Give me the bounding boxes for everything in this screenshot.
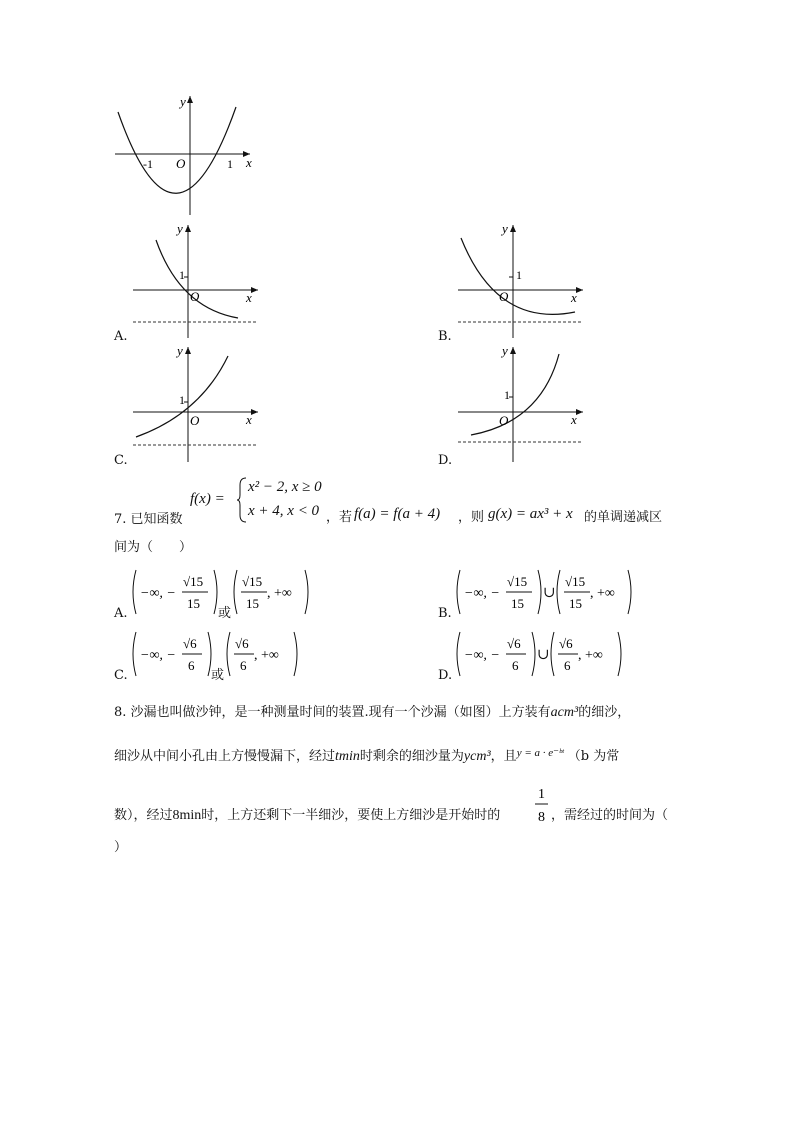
option-graph-d [453, 342, 593, 464]
q8-l2-text-a: 细沙从中间小孔由上方慢慢漏下，经过 [114, 749, 336, 764]
joiner: ∪ [537, 647, 550, 663]
denominator: 6 [512, 658, 519, 673]
option-label-c[interactable]: C. [114, 453, 128, 468]
denominator: 15 [246, 596, 259, 611]
fraction-denominator: 8 [538, 810, 545, 825]
q7-case-1: x² − 2, x ≥ 0 [248, 479, 322, 495]
right-interval [548, 630, 624, 678]
origin-label: O [190, 413, 200, 428]
neg-inf-text: −∞, − [140, 648, 176, 663]
pos-inf-text: , +∞ [578, 648, 603, 663]
q7-case-2: x + 4, x < 0 [248, 503, 320, 519]
origin-label: O [190, 289, 200, 304]
numerator: √15 [507, 574, 528, 589]
x-axis-label: x [246, 290, 252, 305]
option-letter: D. [438, 668, 453, 683]
open-paren [551, 632, 554, 676]
q7-option-d[interactable] [438, 630, 658, 683]
close-paren [628, 570, 631, 614]
q8-l3-text-a: 数），经过 [114, 808, 173, 823]
close-paren [532, 632, 535, 676]
joiner: ∪ [543, 585, 556, 601]
q8-l2-math-1: tmin [335, 749, 360, 764]
origin-label: O [499, 413, 509, 428]
option-letter: C. [114, 668, 128, 683]
denominator: 6 [188, 658, 195, 673]
q7-then: ，则 [458, 510, 485, 525]
pos-inf-text: , +∞ [254, 648, 279, 663]
y-axis-label: y [177, 221, 183, 236]
q8-l3-text-c: ，需经过的时间为（ [551, 808, 669, 823]
x-axis-arrow [576, 409, 583, 415]
y-axis-arrow [185, 347, 191, 354]
right-interval [231, 568, 311, 616]
numerator: √6 [235, 636, 249, 651]
numerator: √15 [565, 574, 586, 589]
x-axis-label: x [246, 155, 252, 170]
open-paren [133, 570, 136, 614]
x-axis-label: x [571, 290, 577, 305]
open-paren [557, 570, 560, 614]
right-interval [554, 568, 634, 616]
q8-l2-text-d: （b 为常 [567, 749, 620, 764]
joiner: 或 [211, 668, 225, 683]
option-letter: A. [114, 606, 128, 621]
q7-option-a[interactable] [114, 568, 334, 621]
right-interval [224, 630, 300, 678]
brace-path [237, 478, 246, 522]
q8-l3-text-b: 时，上方还剩下一半细沙，要使上方细沙是开始时的 [201, 808, 501, 823]
y-axis-label: y [177, 343, 183, 358]
neg-inf-text: −∞, − [464, 648, 500, 663]
q8-l1-text-a: 8. 沙漏也叫做沙钟，是一种测量时间的装置.现有一个沙漏（如图）上方装有 [114, 705, 551, 720]
left-interval [130, 630, 214, 678]
option-graph-a [128, 220, 268, 342]
close-paren [538, 570, 541, 614]
q7-condition: f(a) = f(a + 4) [354, 506, 441, 522]
q8-fraction-one-eighth [534, 782, 550, 826]
q8-line4: ） [114, 840, 128, 855]
pos-inf-text: , +∞ [590, 586, 615, 601]
increasing-curve [471, 354, 559, 435]
option-label-a[interactable]: A. [114, 329, 128, 344]
open-paren [457, 570, 460, 614]
neg-inf-text: −∞, − [464, 586, 500, 601]
q8-l2-text-b: 时剩余的细沙量为 [359, 749, 464, 764]
denominator: 15 [187, 596, 200, 611]
q8-line2 [114, 745, 619, 765]
decreasing-curve [156, 240, 238, 318]
top-function-graph [110, 92, 270, 222]
q8-line3 [114, 808, 500, 824]
y-axis-arrow [185, 225, 191, 232]
q8-l2-text-c: ，且 [490, 749, 517, 764]
q8-l2-math-2: ycm³ [463, 749, 491, 764]
q8-l3-math: 8min [172, 808, 202, 823]
tick-label-one: 1 [227, 157, 233, 171]
q7-line2: 间为（ ） [114, 540, 193, 555]
x-axis-arrow [251, 287, 258, 293]
numerator: √6 [183, 636, 197, 651]
left-interval [454, 568, 544, 616]
q7-tail: 的单调递减区 [584, 510, 663, 525]
one-label: 1 [516, 268, 522, 282]
x-axis-label: x [571, 412, 577, 427]
q7-option-b[interactable] [438, 568, 658, 621]
q7-g-definition: g(x) = ax³ + x [488, 506, 573, 522]
q7-function-lhs: f(x) = [190, 491, 225, 507]
fraction-numerator: 1 [538, 787, 545, 802]
denominator: 15 [569, 596, 582, 611]
option-label-d[interactable]: D. [438, 453, 453, 468]
left-interval [130, 568, 220, 616]
left-interval [454, 630, 538, 678]
close-paren [618, 632, 621, 676]
parabola-curve [118, 107, 236, 193]
close-paren [214, 570, 217, 614]
one-label: 1 [179, 268, 185, 282]
open-paren [457, 632, 460, 676]
q8-l1-math: acm³ [550, 705, 579, 720]
one-label: 1 [179, 393, 185, 407]
origin-label: O [176, 156, 186, 171]
x-axis-arrow [251, 409, 258, 415]
q7-option-c[interactable] [114, 630, 334, 683]
numerator: √6 [559, 636, 573, 651]
option-graph-c [128, 342, 268, 464]
y-axis-label: y [180, 94, 186, 109]
one-label: 1 [504, 388, 510, 402]
open-paren [227, 632, 230, 676]
numerator: √15 [242, 574, 263, 589]
denominator: 6 [240, 658, 247, 673]
x-axis-arrow [576, 287, 583, 293]
numerator: √15 [183, 574, 204, 589]
option-label-b[interactable]: B. [438, 329, 452, 344]
close-paren [305, 570, 308, 614]
q8-l2-math-3: y = a · e⁻ᵇᵗ [516, 747, 564, 759]
origin-label: O [499, 289, 509, 304]
q7-intro: 7. 已知函数 [114, 512, 183, 527]
x-axis-label: x [246, 412, 252, 427]
denominator: 15 [511, 596, 524, 611]
tick-label-neg-one: -1 [143, 157, 153, 171]
neg-inf-text: −∞, − [140, 586, 176, 601]
q8-l1-text-b: 的细沙， [578, 705, 631, 720]
denominator: 6 [564, 658, 571, 673]
pos-inf-text: , +∞ [267, 586, 292, 601]
open-paren [234, 570, 237, 614]
y-axis-arrow [510, 225, 516, 232]
q7-cond-prefix: ，若 [326, 510, 353, 525]
q7-piecewise-brace [236, 477, 248, 523]
y-axis-arrow [510, 347, 516, 354]
y-axis-label: y [502, 221, 508, 236]
y-axis-label: y [502, 343, 508, 358]
q8-line1 [114, 705, 630, 721]
joiner: 或 [218, 606, 232, 621]
numerator: √6 [507, 636, 521, 651]
open-paren [133, 632, 136, 676]
option-graph-b [453, 220, 593, 342]
option-letter: B. [438, 606, 452, 621]
close-paren [294, 632, 297, 676]
y-axis-arrow [187, 96, 193, 103]
